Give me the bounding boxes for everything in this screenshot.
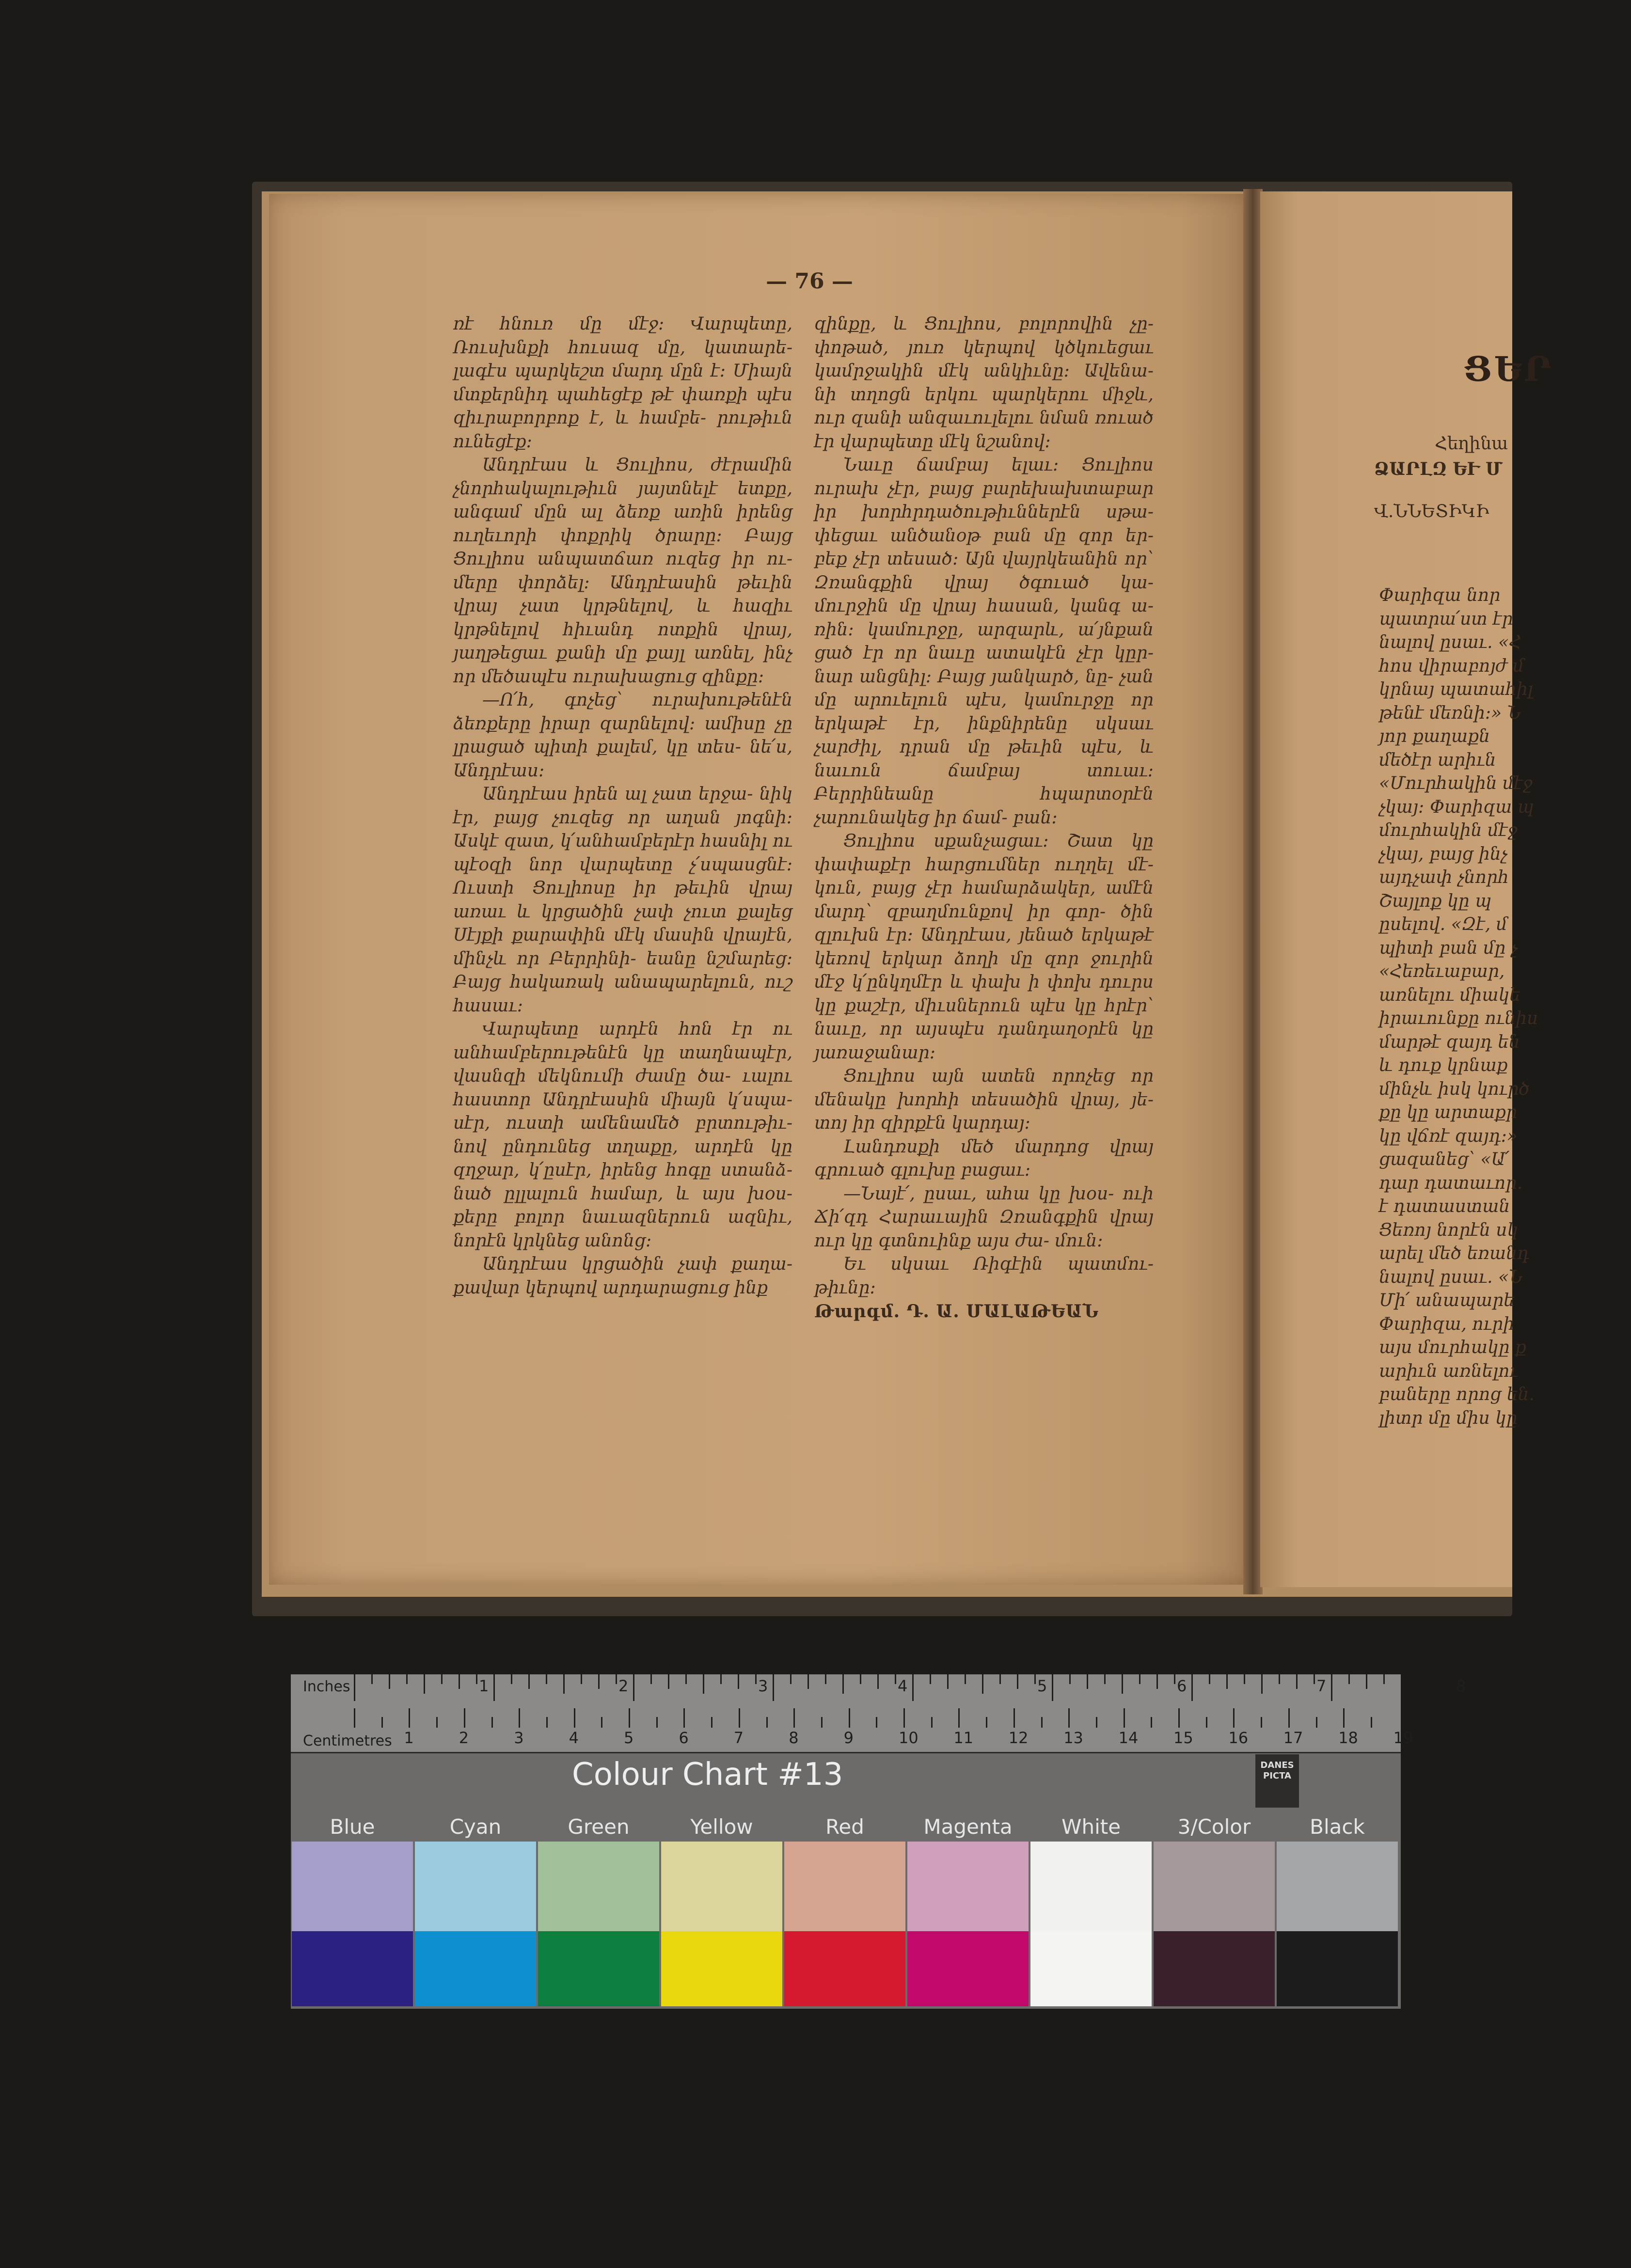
ruler-inch-tick bbox=[650, 1674, 652, 1684]
ruler-cm-tick bbox=[656, 1717, 658, 1728]
ruler-inch-tick bbox=[842, 1674, 844, 1694]
ruler-inch-tick bbox=[546, 1674, 547, 1684]
swatch-dark bbox=[784, 1931, 905, 2006]
ruler-cm-tick bbox=[1261, 1717, 1262, 1728]
swatch-dark bbox=[1154, 1931, 1275, 2006]
ruler-cm-tick bbox=[711, 1717, 713, 1728]
facing-page-line: բաները որոց են. bbox=[1379, 1385, 1535, 1404]
paragraph: —Ո՛հ, գոչեց՝ ուրախութենէն ձեռքերը իրար զարնելով։ ամիսը չը լրացած պիտի քալեմ, կը տես- նե՛ս, Անդրէաս։ bbox=[453, 690, 792, 781]
ruler-inch-tick bbox=[511, 1674, 512, 1684]
chart-title: Colour Chart #13 bbox=[572, 1757, 843, 1793]
facing-page-line: այդչափ չնորհ bbox=[1379, 867, 1509, 887]
ruler-cm-number: 14 bbox=[1118, 1729, 1139, 1747]
ruler-inch-tick bbox=[424, 1674, 425, 1694]
paragraph: Նաւը ճամբայ ելաւ։ Ցուլիոս ուրախ չէր, բայց բարեխախտաբար իր խորհրդածութիւններէն սթա- փեցաւ անծանօթ բան մը զոր եր- բեք չէր տեսած։ Այն վայրկեանին որ՝ Զռանգքին վրայ ծգուած կա- մուրջին մը վրայ հասան, կանգ ա- ռին։ կամուրջը, արզարև, ա՛յնքան ցած էր որ նաւը ատակէն չէր կըր- նար անցնիլ։ Բայց յանկարծ, նը- չան մը արուելուն պէս, կամուրջը որ երկաթէ էր, ինքնիրենը սկսաւ չարժիլ, դրան մը թեւին պէս, և նաւուն ճամբայ տուաւ։ Բերրինեանը հպարտօրէն չարունակեց իր ճամ- բան։ bbox=[814, 455, 1154, 828]
swatch-light bbox=[1154, 1842, 1275, 1931]
ruler-cm-tick bbox=[958, 1708, 960, 1728]
ruler-inch-tick bbox=[685, 1674, 687, 1684]
facing-page-line: ցազանեց՝ «Ա՛ bbox=[1379, 1150, 1509, 1169]
ruler-cm-tick bbox=[739, 1708, 740, 1728]
ruler-inch-number: 3 bbox=[758, 1677, 768, 1695]
ruler-inch-tick bbox=[703, 1674, 704, 1694]
ruler-inch-number: 2 bbox=[618, 1677, 629, 1695]
ruler-inch-tick bbox=[1209, 1674, 1210, 1684]
ruler-cm-number: 5 bbox=[624, 1729, 634, 1747]
book-gutter bbox=[1243, 189, 1263, 1594]
ruler-cm-tick bbox=[464, 1708, 465, 1728]
swatch-dark bbox=[1030, 1931, 1152, 2006]
ruler-inch-tick bbox=[1034, 1674, 1036, 1684]
ruler-inch-tick bbox=[476, 1674, 477, 1684]
swatch-label: Yellow bbox=[690, 1815, 753, 1839]
ruler-inch-tick bbox=[1331, 1674, 1332, 1701]
text-column-right bbox=[814, 313, 1154, 1466]
ruler-cm-tick bbox=[986, 1717, 987, 1728]
ruler-inch-number: 4 bbox=[898, 1677, 908, 1695]
facing-page-line: նալով ըսաւ. «Ն bbox=[1379, 1267, 1523, 1287]
page-number: — 76 — bbox=[766, 269, 853, 294]
swatch-label: Black bbox=[1310, 1815, 1365, 1839]
ruler-inch-tick bbox=[563, 1674, 565, 1694]
swatch-light bbox=[784, 1842, 905, 1931]
ruler-cm-tick bbox=[354, 1708, 355, 1728]
facing-page-line: մինչև իսկ կուրծ bbox=[1379, 1079, 1530, 1099]
ruler-cm-number: 13 bbox=[1063, 1729, 1083, 1747]
ruler-cm-tick bbox=[1343, 1708, 1345, 1728]
ruler-cm-tick bbox=[574, 1708, 575, 1728]
ruler-inch-tick bbox=[389, 1674, 390, 1689]
ruler-inch-tick bbox=[1348, 1674, 1350, 1684]
ruler-inch-tick bbox=[598, 1674, 600, 1689]
swatch-light bbox=[661, 1842, 782, 1931]
ruler-cm-tick bbox=[436, 1717, 438, 1728]
brand-logo: DANES PICTA bbox=[1255, 1754, 1299, 1808]
ruler-inch-number: 7 bbox=[1316, 1677, 1327, 1695]
facing-page-author-line: Հեղինա bbox=[1435, 434, 1508, 454]
ruler-inch-tick bbox=[1104, 1674, 1106, 1684]
ruler-cm-tick bbox=[1151, 1717, 1152, 1728]
facing-page-author-line: Վ.ՆՆԵՏԻԿԻ bbox=[1374, 502, 1489, 521]
ruler-cm-tick bbox=[1124, 1708, 1125, 1728]
ruler-inch-tick bbox=[1017, 1674, 1018, 1689]
paragraph: զինքը, և Ցուլիոս, բոլորովին չը- փոթած, յուռ կերպով կծկուեցաւ կամրջակին մէկ անկիւնը։ Ավենա- նի տղոցն երկու պարկերու միջև, ուր զանի անզաւուլելու նման ռուած էր վարպետը մէկ նշանով։ bbox=[814, 314, 1154, 452]
swatch-label: Green bbox=[568, 1815, 630, 1839]
ruler-inch-number: 8 bbox=[1456, 1677, 1466, 1695]
facing-page-line: մուրհակին մէջ bbox=[1379, 820, 1518, 840]
swatch-light bbox=[1277, 1842, 1398, 1931]
text-column-left bbox=[453, 313, 792, 1466]
ruler-inch-tick bbox=[459, 1674, 460, 1689]
paragraph: Վարպետը արդէն հոն էր ու անհամբերութենէն կը տաղնապէր, վասնզի մեկնումի ժամը ծա- ւալու հաստոր Անդրէասին միայն կ՛սպա- սէր, ուստի ամենամեծ բրտութիւ- նով ընդունեց տղաքը, արդէն կը զղջար, կ՛ըսէր, իրենց հոգը ստանձ- նած ըլլալուն համար, և այս խօս- քերը բոլոր նաւազներուն ազնիւ, նորէն կրկնեց անոնց։ bbox=[453, 1019, 792, 1251]
ruler-cm-tick bbox=[931, 1717, 933, 1728]
paragraph: Ցուլիոս այն ատեն որոչեց որ մենակը խորհի տեսածին վրայ, յե- տոյ իր զիրքէն կարդայ։ bbox=[814, 1066, 1154, 1133]
facing-page-line: այս մուրհակը ք bbox=[1379, 1338, 1526, 1357]
ruler-inch-tick bbox=[999, 1674, 1001, 1684]
colour-chart bbox=[291, 1674, 1466, 2009]
ruler-cm-tick bbox=[601, 1717, 602, 1728]
ruler-inch-tick bbox=[912, 1674, 914, 1701]
ruler-inch-tick bbox=[947, 1674, 949, 1689]
facing-page-line: առնելու միակե bbox=[1379, 985, 1520, 1005]
ruler-inch-tick bbox=[1383, 1674, 1385, 1684]
paragraph: Անդրէաս իրեն ալ չատ երջա- նիկ էր, բայց չուզեց որ աղան յոգնի։ Ասկէ զատ, կ՛անհամբերէր հասնիլ ու պէօզի նոր վարպետը չ՛սպասցնէ։ Ուստի Ցուլիոսը իր թեւին վրայ առաւ և կրցածին չափ չուտ քալեց Սէյքի քարափին մէկ մասին վրայէն, մինչև որ Բերրինի- եանը նշմարեց։ Բայց հակառակ անապարելուն, ուշ հասաւ։ bbox=[453, 784, 792, 1016]
ruler-inch-tick bbox=[1156, 1674, 1158, 1689]
ruler-cm-tick bbox=[1041, 1717, 1043, 1728]
ruler-inch-tick bbox=[1366, 1674, 1367, 1689]
ruler-cm-number: 8 bbox=[789, 1729, 799, 1747]
ruler-cm-tick bbox=[1288, 1708, 1290, 1728]
swatch-label: White bbox=[1061, 1815, 1121, 1839]
paragraph: —Նայէ՛, ըսաւ, ահա կը խօս- ուի Ճի՛զդ Հարաւային Զռանգքին վրայ ուր կը գտնուինք այս ժա- մուն։ bbox=[814, 1183, 1154, 1251]
facing-page-line: պատրա՛ստ էր bbox=[1379, 609, 1513, 629]
ruler-inch-tick bbox=[616, 1674, 617, 1684]
ruler-inch-tick bbox=[755, 1674, 757, 1684]
ruler-inch-tick bbox=[808, 1674, 809, 1689]
facing-page bbox=[1260, 191, 1553, 1587]
ruler-cm-tick bbox=[766, 1717, 768, 1728]
ruler-inch-tick bbox=[1052, 1674, 1053, 1701]
swatch-dark bbox=[292, 1931, 413, 2006]
swatch-light bbox=[1030, 1842, 1152, 1931]
ruler-cm-number: 16 bbox=[1228, 1729, 1249, 1747]
paragraph: Ցուլիոս սքանչացաւ։ Շատ կը փափաքէր հարցումներ ուղղել մէ- կուն, բայց չէր համարձակեր, ամէն մարդ՝ զբաղմունքով իր գոր- ծին զլուխն էր։ Անդրէաս, յենած երկաթէ կեռով երկար ձողի մը զոր ջուրին մէջ կ՛ընկղմէր և փախ ի փոխ դուրս կը քաշէր, միւսներուն պէս կը հրէր՝ նաւը, որ այսպէս դանդաղօրէն կը յառաջանար։ bbox=[814, 831, 1154, 1063]
facing-page-line: քը կը արտաքր bbox=[1379, 1102, 1518, 1122]
ruler-inch-tick bbox=[1261, 1674, 1263, 1694]
facing-page-line: Ցեռոյ նորէն սկ bbox=[1379, 1220, 1519, 1240]
ruler-inch-tick bbox=[1244, 1674, 1245, 1684]
facing-page-title: ՑԵՐ bbox=[1464, 349, 1553, 389]
facing-page-line: յոր քաղաքն bbox=[1379, 726, 1490, 746]
facing-page-line: Շայլոք կը պ bbox=[1379, 891, 1491, 911]
ruler-inch-tick bbox=[371, 1674, 373, 1684]
facing-page-line: հոս վիրաբոյժ մ bbox=[1379, 656, 1524, 676]
paragraph: Լանդռսքի մեծ մարդոց վրայ գրուած գլուխը բացաւ։ bbox=[814, 1136, 1154, 1180]
ruler-cm-tick bbox=[1013, 1708, 1015, 1728]
ruler-cm-tick bbox=[519, 1708, 520, 1728]
ruler-inch-tick bbox=[982, 1674, 983, 1694]
ruler-cm-number: 6 bbox=[679, 1729, 689, 1747]
ruler-inch-tick bbox=[965, 1674, 966, 1684]
ruler-cm-tick bbox=[491, 1717, 493, 1728]
ruler-cm-tick bbox=[1206, 1717, 1207, 1728]
ruler-cm-number: 17 bbox=[1283, 1729, 1303, 1747]
ruler-inch-number: 6 bbox=[1177, 1677, 1187, 1695]
facing-page-line: կը վճռէ զայդ։» bbox=[1379, 1126, 1518, 1146]
ruler-inch-tick bbox=[790, 1674, 792, 1684]
facing-page-line: կրնայ պատահիլ bbox=[1379, 679, 1533, 699]
ruler-inch-tick bbox=[1226, 1674, 1228, 1689]
swatch-light bbox=[292, 1842, 413, 1931]
ruler-cm-number: 3 bbox=[514, 1729, 524, 1747]
swatch-dark bbox=[907, 1931, 1029, 2006]
ruler-cm-tick bbox=[876, 1717, 877, 1728]
ruler-inch-tick bbox=[1122, 1674, 1123, 1694]
ruler-cm-number: 2 bbox=[459, 1729, 469, 1747]
facing-page-line: իրաւունքը ունիս bbox=[1379, 1008, 1538, 1028]
swatch-label: Cyan bbox=[449, 1815, 502, 1839]
ruler-inch-tick bbox=[930, 1674, 931, 1684]
ruler-inch-tick bbox=[1174, 1674, 1175, 1684]
ruler-cm-number: 12 bbox=[1008, 1729, 1029, 1747]
facing-page-line: Փարիզա նոր bbox=[1379, 585, 1501, 605]
translator-signature: Թարգմ. Դ. Ա. ՄԱԼԱԹԵԱՆ bbox=[814, 1301, 1099, 1322]
ruler-cm-number: 10 bbox=[899, 1729, 918, 1747]
ruler-cm-number: 11 bbox=[953, 1729, 974, 1747]
ruler-cm-tick bbox=[903, 1708, 905, 1728]
ruler-inch-tick bbox=[1139, 1674, 1140, 1684]
swatch-dark bbox=[661, 1931, 782, 2006]
ruler-cm-number: 19 bbox=[1393, 1729, 1413, 1747]
ruler-cm-tick bbox=[1233, 1708, 1235, 1728]
facing-page-line: ըսելով. «Զէ, մ bbox=[1379, 914, 1507, 934]
ruler-inch-tick bbox=[1069, 1674, 1071, 1684]
ruler-cm-tick bbox=[849, 1708, 850, 1728]
swatch-dark bbox=[415, 1931, 536, 2006]
ruler-inch-tick bbox=[1314, 1674, 1315, 1684]
facing-page-line: Փարիզա, ուրի bbox=[1379, 1314, 1515, 1334]
ruler-cm-tick bbox=[1096, 1717, 1097, 1728]
ruler-cm-tick bbox=[629, 1708, 630, 1728]
ruler-cm-tick bbox=[381, 1717, 383, 1728]
ruler-inch-tick bbox=[493, 1674, 495, 1701]
facing-page-line: դար դատաւոր. bbox=[1379, 1173, 1523, 1193]
facing-page-line: արել մեծ եռանդ bbox=[1379, 1244, 1530, 1263]
ruler-cm-number: 18 bbox=[1338, 1729, 1358, 1747]
ruler-cm-number: 7 bbox=[733, 1729, 744, 1747]
ruler-inch-number: 5 bbox=[1037, 1677, 1047, 1695]
swatch-dark bbox=[1277, 1931, 1398, 2006]
swatch-label: Blue bbox=[330, 1815, 375, 1839]
facing-page-line: մեծէր արիւն bbox=[1379, 750, 1496, 770]
swatch-label: 3/Color bbox=[1177, 1815, 1251, 1839]
ruler-inch-tick bbox=[877, 1674, 879, 1689]
ruler-inch-tick bbox=[1279, 1674, 1280, 1684]
facing-page-line: թենէ մեռնի։» Ն bbox=[1379, 703, 1521, 723]
ruler-cm-tick bbox=[1178, 1708, 1180, 1728]
ruler-inch-tick bbox=[406, 1674, 408, 1684]
ruler-inch-tick bbox=[1191, 1674, 1193, 1701]
ruler bbox=[291, 1674, 1466, 1753]
paragraph: ռէ հնուռ մը մէջ։ Վարպետը, Ռուսխնքի հուսազ մը, կատարե- լագէս պարկեշտ մարդ մըն է։ Միայն մտքերնիդ պահեցէք թէ փառքի պէս զիւրաբորբոք է, և համբե- րութիւն ունեցէք։ bbox=[453, 314, 792, 452]
facing-page-text bbox=[1379, 584, 1631, 1430]
ruler-cm-number: 1 bbox=[404, 1729, 414, 1747]
swatch-light bbox=[907, 1842, 1029, 1931]
facing-page-line: է դատաստան bbox=[1379, 1197, 1510, 1216]
swatch-light bbox=[538, 1842, 659, 1931]
ruler-cm-tick bbox=[1371, 1717, 1372, 1728]
ruler-inch-tick bbox=[528, 1674, 530, 1689]
ruler-cm-number: 15 bbox=[1173, 1729, 1193, 1747]
ruler-centimetres-label: Centimetres bbox=[303, 1732, 392, 1749]
ruler-inch-tick bbox=[633, 1674, 634, 1701]
ruler-cm-tick bbox=[1316, 1717, 1317, 1728]
facing-page-line: «Մուրհակին մէջ bbox=[1379, 773, 1533, 793]
ruler-inch-tick bbox=[354, 1674, 355, 1701]
ruler-inches-label: Inches bbox=[303, 1678, 350, 1695]
paragraph: Անդրէաս և Ցուլիոս, ժէրամին չնորհակալութիւն յայտնելէ ետքը, անգամ մըն ալ ձեռք առին իրենց ուղեւորի փոքրիկ ծրարը։ Բայց Ցուլիոս անպատճառ ուզեց իր ու- մերը փորձել։ Անդրէասին թեւին վրայ չատ կրթնելով, և հազիւ կրթնելով հիւանդ ոտքին վրայ, յաղթեցաւ քանի մը քայլ առնել, ինչ որ մեծապէս ուրախացուց զինքը։ bbox=[453, 455, 792, 687]
facing-page-line: մարթէ զայդ են bbox=[1379, 1032, 1520, 1052]
ruler-inch-tick bbox=[738, 1674, 739, 1689]
swatch-light bbox=[415, 1842, 536, 1931]
facing-page-line: արիւն առնելու bbox=[1379, 1361, 1518, 1381]
paragraph: Եւ սկսաւ Ռիգէին պատմու- թիւնը։ bbox=[814, 1254, 1154, 1298]
facing-page-line: պիտի բան մը չ bbox=[1379, 938, 1518, 958]
ruler-inch-tick bbox=[773, 1674, 774, 1701]
ruler-cm-number: 4 bbox=[569, 1729, 579, 1747]
ruler-cm-tick bbox=[793, 1708, 795, 1728]
ruler-cm-tick bbox=[546, 1717, 548, 1728]
ruler-inch-tick bbox=[895, 1674, 896, 1684]
ruler-cm-number: 9 bbox=[843, 1729, 854, 1747]
ruler-inch-tick bbox=[720, 1674, 722, 1684]
facing-page-line: «Հեռեւաբար, bbox=[1379, 961, 1505, 981]
ruler-inch-number: 1 bbox=[479, 1677, 489, 1695]
ruler-cm-tick bbox=[683, 1708, 685, 1728]
facing-page-line: նալով ըսաւ. «Հ bbox=[1379, 632, 1521, 652]
swatch-dark bbox=[538, 1931, 659, 2006]
ruler-cm-tick bbox=[821, 1717, 823, 1728]
facing-page-author-line: ՁԱՐԼԶ ԵՒ Մ bbox=[1374, 459, 1503, 479]
ruler-inch-tick bbox=[860, 1674, 861, 1684]
ruler-inch-tick bbox=[668, 1674, 669, 1689]
swatch-label: Red bbox=[825, 1815, 864, 1839]
facing-page-line: չկայ, բայց ինչ bbox=[1379, 844, 1507, 864]
ruler-cm-tick bbox=[1068, 1708, 1070, 1728]
ruler-inch-tick bbox=[1296, 1674, 1298, 1689]
ruler-inch-tick bbox=[581, 1674, 582, 1684]
facing-page-line: լիտր մը միս կը bbox=[1379, 1408, 1518, 1428]
ruler-inch-tick bbox=[825, 1674, 826, 1684]
facing-page-line: և դուք կրնաք bbox=[1379, 1055, 1508, 1075]
facing-page-line: Մի՛ անապարե bbox=[1379, 1291, 1515, 1310]
ruler-inch-tick bbox=[1087, 1674, 1088, 1689]
ruler-cm-tick bbox=[409, 1708, 410, 1728]
swatch-label: Magenta bbox=[923, 1815, 1013, 1839]
ruler-inch-tick bbox=[441, 1674, 443, 1684]
paragraph: Անդրէաս կրցածին չափ քաղա- քավար կերպով արդարացուց ինք bbox=[453, 1254, 792, 1298]
facing-page-line: չկայ։ Փարիզա պ bbox=[1379, 797, 1534, 817]
